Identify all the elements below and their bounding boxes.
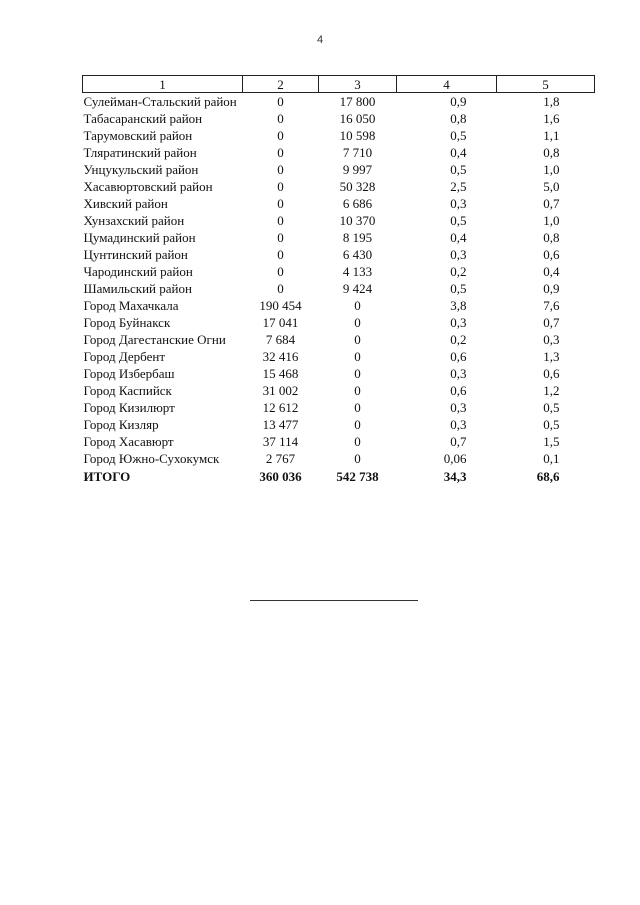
col3-cell: 0 [354,383,361,398]
col3-cell: 0 [354,332,361,347]
col2-cell: 17 041 [262,315,299,330]
table-row [83,195,595,212]
row-name-cell: Город Каспийск [83,383,172,398]
col3-cell: 0 [354,298,361,313]
row-name-cell: Город Дагестанские Огни [83,332,226,347]
col4-cell: 0,3 [450,366,467,381]
data-table-container [82,75,594,485]
col2-cell: 12 612 [262,400,299,415]
col4-cell: 0,2 [450,264,467,279]
col5-cell: 0,8 [543,145,560,160]
table-row [83,297,595,314]
col5-cell: 0,5 [543,417,560,432]
col2-cell: 0 [277,196,284,211]
col4-cell: 2,5 [450,179,467,194]
col2-cell: 0 [277,247,284,262]
col3-cell: 7 710 [342,145,373,160]
col4-cell: 0,8 [450,111,467,126]
col2-cell: 0 [277,162,284,177]
table-row [83,161,595,178]
col4-cell: 0,5 [450,162,467,177]
col3-cell: 17 800 [339,94,376,109]
col3-cell: 0 [354,434,361,449]
col3-cell: 50 328 [339,179,376,194]
row-name-cell: Город Кизляр [83,417,159,432]
table-row [83,348,595,365]
col3-cell: 10 598 [339,128,376,143]
col3-cell: 9 424 [342,281,373,296]
col3-cell: 0 [354,366,361,381]
row-name-cell: Город Буйнакск [83,315,171,330]
col4-cell: 0,6 [450,383,467,398]
table-row [83,178,595,195]
total-row [83,467,595,485]
row-name-cell: Город Махачкала [83,298,179,313]
row-name-cell: Город Избербаш [83,366,175,381]
table-row [83,450,595,467]
col5-cell: 5,0 [543,179,560,194]
col5-cell: 0,9 [543,281,560,296]
col4-cell: 0,3 [450,400,467,415]
table-body [83,93,595,486]
row-name-cell: Хунзахский район [83,213,185,228]
col2-cell: 0 [277,111,284,126]
col2-cell: 13 477 [262,417,299,432]
table-row [83,110,595,127]
end-rule-divider [250,600,418,601]
col2-cell: 190 454 [259,298,302,313]
column-header-2: 2 [243,76,319,93]
table-row [83,212,595,229]
total-col4-cell: 34,3 [443,469,467,484]
table-header [83,76,595,93]
col3-cell: 9 997 [342,162,373,177]
col5-cell: 0,6 [543,366,560,381]
col3-cell: 10 370 [339,213,376,228]
total-row-name-cell: ИТОГО [83,469,131,484]
row-name-cell: Хасавюртовский район [83,179,213,194]
data-table [82,75,595,485]
row-name-cell: Город Южно-Сухокумск [83,451,220,466]
col2-cell: 0 [277,179,284,194]
col5-cell: 0,3 [543,332,560,347]
col5-cell: 0,7 [543,315,560,330]
col4-cell: 0,3 [450,196,467,211]
col3-cell: 16 050 [339,111,376,126]
col2-cell: 15 468 [262,366,299,381]
col4-cell: 3,8 [450,298,467,313]
col4-cell: 0,7 [450,434,467,449]
col4-cell: 0,5 [450,213,467,228]
row-name-cell: Город Хасавюрт [83,434,174,449]
col3-cell: 0 [354,417,361,432]
col3-cell: 6 686 [342,196,373,211]
col4-cell: 0,3 [450,247,467,262]
total-col2-cell: 360 036 [259,469,302,484]
col3-cell: 0 [354,451,361,466]
row-name-cell: Город Кизилюрт [83,400,175,415]
row-name-cell: Тарумовский район [83,128,193,143]
col2-cell: 0 [277,145,284,160]
col5-cell: 0,1 [543,451,560,466]
col3-cell: 0 [354,315,361,330]
col4-cell: 0,9 [450,94,467,109]
col2-cell: 0 [277,128,284,143]
table-row [83,144,595,161]
row-name-cell: Чародинский район [83,264,193,279]
col5-cell: 1,3 [543,349,560,364]
total-col5-cell: 68,6 [536,469,560,484]
col4-cell: 0,4 [450,145,467,160]
col5-cell: 1,6 [543,111,560,126]
col3-cell: 0 [354,400,361,415]
table-row [83,246,595,263]
col5-cell: 0,8 [543,230,560,245]
table-row [83,433,595,450]
col4-cell: 0,2 [450,332,467,347]
col3-cell: 6 430 [342,247,373,262]
col5-cell: 0,7 [543,196,560,211]
col5-cell: 0,5 [543,400,560,415]
row-name-cell: Цунтинский район [83,247,188,262]
col5-cell: 0,4 [543,264,560,279]
table-row [83,331,595,348]
col4-cell: 0,5 [450,281,467,296]
col5-cell: 1,1 [543,128,560,143]
col3-cell: 4 133 [342,264,373,279]
col2-cell: 0 [277,213,284,228]
column-header-5: 5 [497,76,595,93]
table-row [83,280,595,297]
table-row [83,93,595,111]
page-number: 4 [316,34,324,46]
table-row [83,382,595,399]
row-name-cell: Унцукульский район [83,162,199,177]
row-name-cell: Табасаранский район [83,111,203,126]
col2-cell: 7 684 [265,332,296,347]
header-row [83,76,595,93]
table-row [83,399,595,416]
table-row [83,365,595,382]
col2-cell: 0 [277,94,284,109]
col5-cell: 0,6 [543,247,560,262]
col4-cell: 0,6 [450,349,467,364]
row-name-cell: Сулейман-Стальский район [83,94,237,109]
col5-cell: 7,6 [543,298,560,313]
column-header-3: 3 [319,76,397,93]
col2-cell: 2 767 [265,451,296,466]
table-row [83,229,595,246]
col2-cell: 32 416 [262,349,299,364]
col4-cell: 0,5 [450,128,467,143]
table-row [83,314,595,331]
total-col3-cell: 542 738 [336,469,379,484]
col2-cell: 31 002 [262,383,299,398]
column-header-1: 1 [83,76,243,93]
col5-cell: 1,8 [543,94,560,109]
col2-cell: 0 [277,281,284,296]
table-row [83,127,595,144]
col4-cell: 0,06 [443,451,467,466]
col2-cell: 0 [277,264,284,279]
row-name-cell: Тляратинский район [83,145,197,160]
col5-cell: 1,5 [543,434,560,449]
col2-cell: 0 [277,230,284,245]
col5-cell: 1,0 [543,162,560,177]
column-header-4: 4 [397,76,497,93]
table-row [83,263,595,280]
row-name-cell: Город Дербент [83,349,166,364]
col5-cell: 1,0 [543,213,560,228]
col5-cell: 1,2 [543,383,560,398]
col3-cell: 8 195 [342,230,373,245]
col4-cell: 0,3 [450,315,467,330]
table-row [83,416,595,433]
row-name-cell: Шамильский район [83,281,192,296]
col3-cell: 0 [354,349,361,364]
col2-cell: 37 114 [262,434,299,449]
row-name-cell: Хивский район [83,196,168,211]
col4-cell: 0,3 [450,417,467,432]
col4-cell: 0,4 [450,230,467,245]
row-name-cell: Цумадинский район [83,230,196,245]
